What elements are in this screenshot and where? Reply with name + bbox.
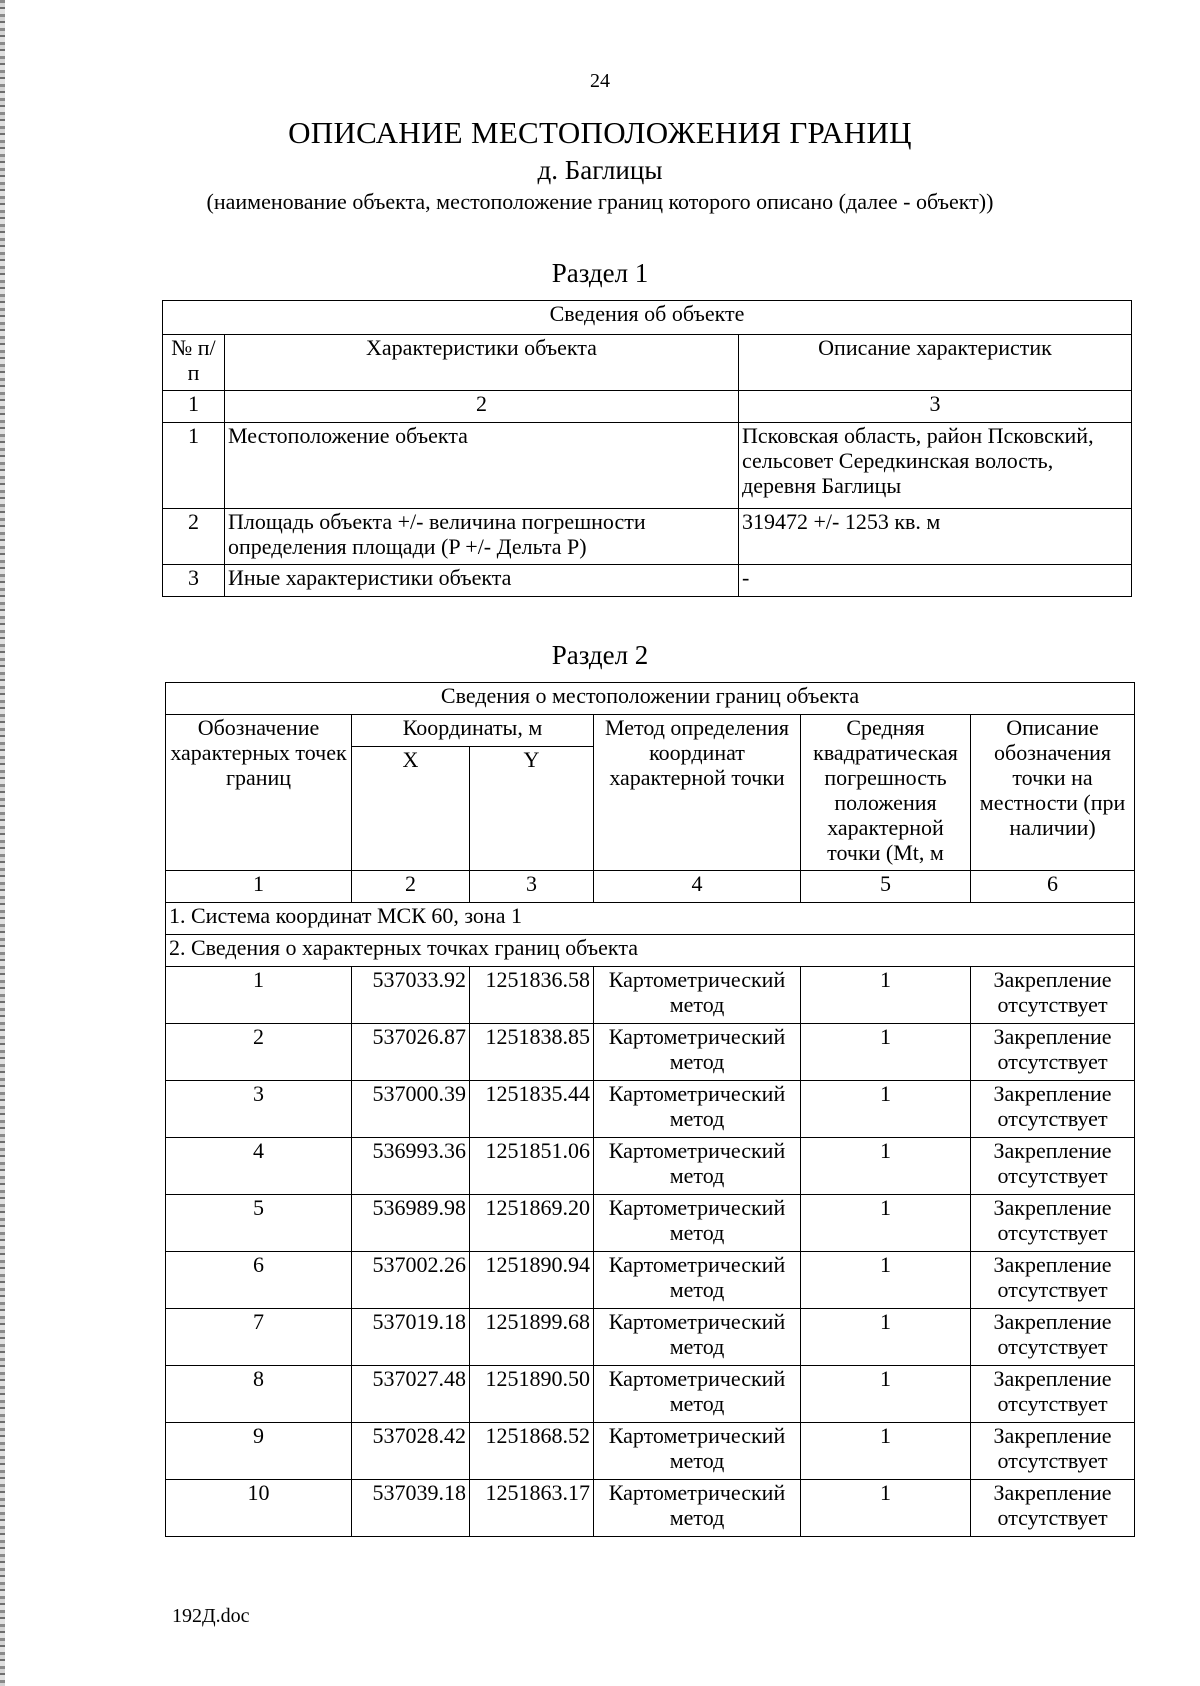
x-coordinate: 537000.39 (352, 1081, 470, 1138)
point-number: 2 (166, 1024, 352, 1081)
point-number: 1 (166, 967, 352, 1024)
point-description: Закрепление отсутствует (971, 1309, 1135, 1366)
characteristic-name: Площадь объекта +/- величина погрешности определения площади (P +/- Дельта P) (225, 509, 739, 565)
point-description: Закрепление отсутствует (971, 1366, 1135, 1423)
error: 1 (801, 1366, 971, 1423)
method: Картометрический метод (594, 1081, 801, 1138)
point-description: Закрепление отсутствует (971, 1138, 1135, 1195)
column-header: Координаты, м (352, 715, 594, 747)
table-row (166, 1480, 1135, 1537)
method: Картометрический метод (594, 1480, 801, 1537)
characteristic-name: Местоположение объекта (225, 423, 739, 509)
x-coordinate: 537002.26 (352, 1252, 470, 1309)
column-header: № п/п (163, 335, 225, 391)
error: 1 (801, 1138, 971, 1195)
y-coordinate: 1251863.17 (470, 1480, 594, 1537)
object-name: д. Баглицы (537, 155, 663, 185)
column-header: X (352, 747, 470, 871)
column-number: 2 (225, 391, 739, 423)
point-number: 9 (166, 1423, 352, 1480)
error: 1 (801, 1480, 971, 1537)
error: 1 (801, 1024, 971, 1081)
column-header: Характеристики объекта (225, 335, 739, 391)
object-caption: (наименование объекта, местоположение границ которого описано (далее - объект)) (206, 189, 994, 214)
x-coordinate: 537039.18 (352, 1480, 470, 1537)
y-coordinate: 1251868.52 (470, 1423, 594, 1480)
error: 1 (801, 1195, 971, 1252)
table-row (166, 967, 1135, 1024)
y-coordinate: 1251899.68 (470, 1309, 594, 1366)
table-title: Сведения об объекте (163, 301, 1132, 335)
table-row (166, 1252, 1135, 1309)
column-number: 2 (352, 871, 470, 903)
column-header: Обозначение характерных точек границ (166, 715, 352, 871)
table-row (166, 1309, 1135, 1366)
column-number: 6 (971, 871, 1135, 903)
error: 1 (801, 1081, 971, 1138)
row-number: 1 (163, 423, 225, 509)
point-number: 6 (166, 1252, 352, 1309)
row-number: 3 (163, 565, 225, 597)
method: Картометрический метод (594, 1195, 801, 1252)
point-description: Закрепление отсутствует (971, 1024, 1135, 1081)
y-coordinate: 1251851.06 (470, 1138, 594, 1195)
table-row (166, 1366, 1135, 1423)
point-description: Закрепление отсутствует (971, 967, 1135, 1024)
x-coordinate: 537027.48 (352, 1366, 470, 1423)
point-number: 5 (166, 1195, 352, 1252)
x-coordinate: 536989.98 (352, 1195, 470, 1252)
y-coordinate: 1251890.50 (470, 1366, 594, 1423)
point-number: 4 (166, 1138, 352, 1195)
point-description: Закрепление отсутствует (971, 1252, 1135, 1309)
y-coordinate: 1251835.44 (470, 1081, 594, 1138)
method: Картометрический метод (594, 967, 801, 1024)
x-coordinate: 536993.36 (352, 1138, 470, 1195)
document-title: ОПИСАНИЕ МЕСТОПОЛОЖЕНИЯ ГРАНИЦ (288, 115, 912, 150)
table-row (163, 565, 1132, 597)
method: Картометрический метод (594, 1138, 801, 1195)
column-header: Y (470, 747, 594, 871)
table-row (166, 1081, 1135, 1138)
file-name: 192Д.doc (172, 1605, 250, 1627)
column-header: Средняя квадратическая погрешность положения характерной точки (Мt, м (801, 715, 971, 871)
table-row (163, 423, 1132, 509)
point-description: Закрепление отсутствует (971, 1480, 1135, 1537)
section1-heading: Раздел 1 (551, 258, 649, 288)
characteristic-value: - (739, 565, 1132, 597)
row-number: 2 (163, 509, 225, 565)
characteristic-value: Псковская область, район Псковский, сельсовет Середкинская волость, деревня Баглицы (739, 423, 1132, 509)
table-row (166, 1423, 1135, 1480)
error: 1 (801, 967, 971, 1024)
point-number: 7 (166, 1309, 352, 1366)
x-coordinate: 537028.42 (352, 1423, 470, 1480)
column-number: 1 (163, 391, 225, 423)
boundary-points-table (165, 682, 1135, 1537)
column-number: 1 (166, 871, 352, 903)
section2-heading: Раздел 2 (551, 640, 649, 670)
table-row (166, 1024, 1135, 1081)
table-title: Сведения о местоположении границ объекта (166, 683, 1135, 715)
y-coordinate: 1251890.94 (470, 1252, 594, 1309)
method: Картометрический метод (594, 1309, 801, 1366)
x-coordinate: 537019.18 (352, 1309, 470, 1366)
point-description: Закрепление отсутствует (971, 1423, 1135, 1480)
table-row (163, 509, 1132, 565)
page-number: 24 (590, 70, 610, 92)
column-header: Метод определения координат характерной точки (594, 715, 801, 871)
x-coordinate: 537033.92 (352, 967, 470, 1024)
column-number: 5 (801, 871, 971, 903)
points-heading: 2. Сведения о характерных точках границ объекта (166, 935, 1135, 967)
coordinate-system: 1. Система координат МСК 60, зона 1 (166, 903, 1135, 935)
table-row (166, 1138, 1135, 1195)
column-number: 3 (739, 391, 1132, 423)
point-description: Закрепление отсутствует (971, 1195, 1135, 1252)
table-row (166, 1195, 1135, 1252)
column-header: Описание обозначения точки на местности (при наличии) (971, 715, 1135, 871)
method: Картометрический метод (594, 1366, 801, 1423)
point-number: 8 (166, 1366, 352, 1423)
point-number: 10 (166, 1480, 352, 1537)
scan-edge (0, 0, 5, 1686)
characteristic-name: Иные характеристики объекта (225, 565, 739, 597)
characteristic-value: 319472 +/- 1253 кв. м (739, 509, 1132, 565)
error: 1 (801, 1309, 971, 1366)
error: 1 (801, 1423, 971, 1480)
y-coordinate: 1251838.85 (470, 1024, 594, 1081)
object-info-table (162, 300, 1132, 597)
method: Картометрический метод (594, 1252, 801, 1309)
x-coordinate: 537026.87 (352, 1024, 470, 1081)
column-header: Описание характеристик (739, 335, 1132, 391)
column-number: 3 (470, 871, 594, 903)
method: Картометрический метод (594, 1423, 801, 1480)
point-description: Закрепление отсутствует (971, 1081, 1135, 1138)
error: 1 (801, 1252, 971, 1309)
y-coordinate: 1251836.58 (470, 967, 594, 1024)
point-number: 3 (166, 1081, 352, 1138)
y-coordinate: 1251869.20 (470, 1195, 594, 1252)
column-number: 4 (594, 871, 801, 903)
method: Картометрический метод (594, 1024, 801, 1081)
